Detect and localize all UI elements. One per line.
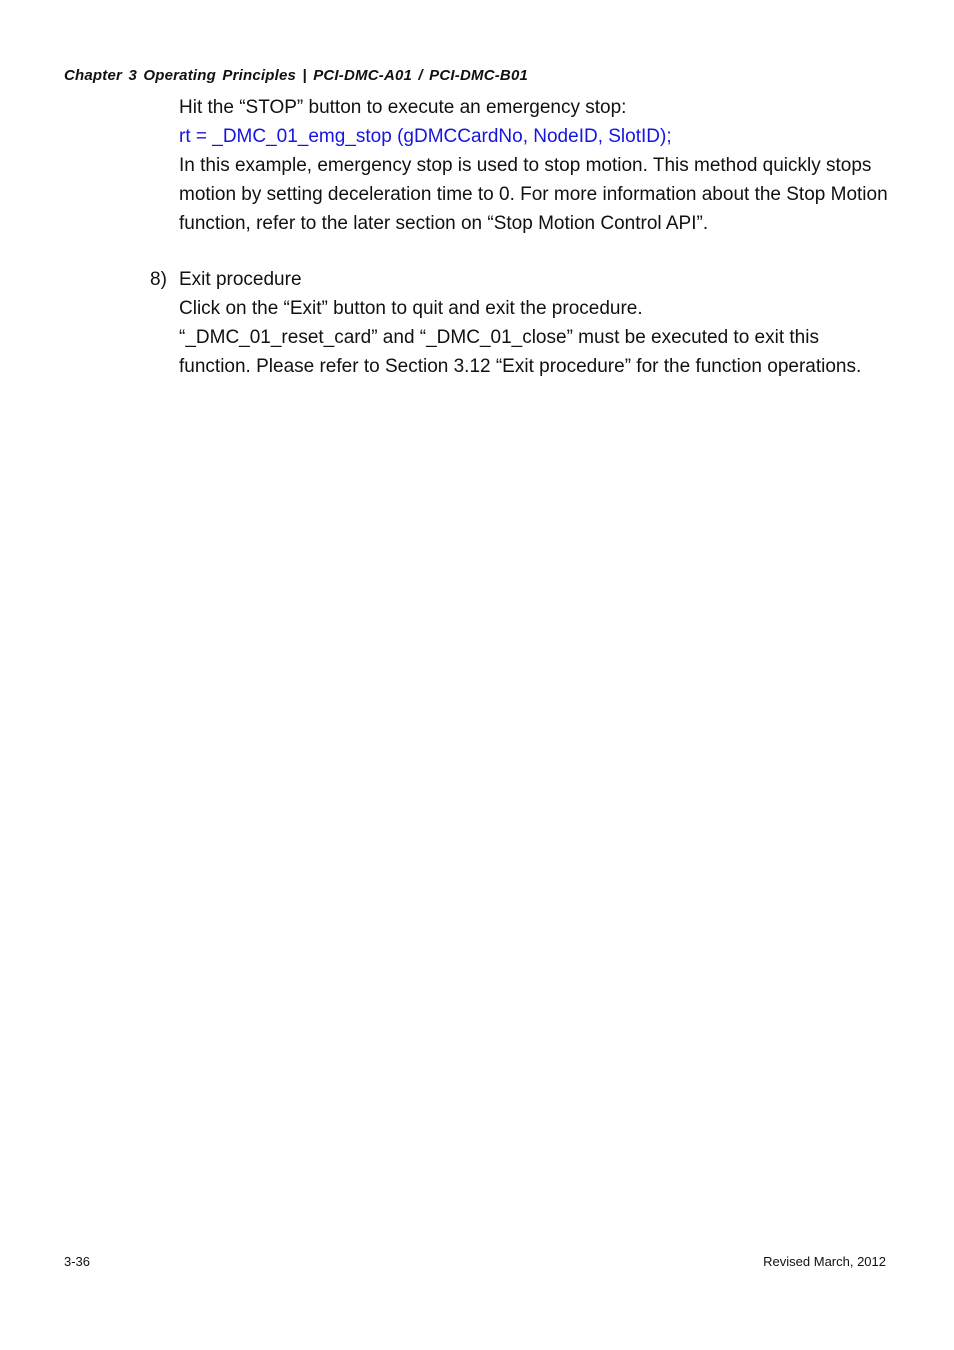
exit-line-3: function. Please refer to Section 3.12 “Exit procedure” for the function operations.: [179, 356, 862, 377]
step-8-heading: [150, 265, 899, 294]
step-8-title: Exit procedure: [179, 269, 302, 290]
revision-date: Revised March, 2012: [763, 1254, 886, 1269]
description-line-1: In this example, emergency stop is used to stop motion. This method quickly stops: [179, 155, 872, 176]
description-line-3: function, refer to the later section on “Stop Motion Control API”.: [179, 213, 709, 234]
document-body: [150, 93, 899, 381]
exit-line-1: Click on the “Exit” button to quit and exit the procedure.: [179, 298, 643, 319]
paragraph-gap: [179, 238, 899, 265]
exit-line-2: “_DMC_01_reset_card” and “_DMC_01_close” must be executed to exit this: [179, 327, 819, 348]
step-8-number: 8): [150, 269, 167, 290]
description-line-2: motion by setting deceleration time to 0. For more information about the Stop Motion: [179, 184, 888, 205]
chapter-header: Chapter 3 Operating Principles | PCI-DMC-A01 / PCI-DMC-B01: [64, 67, 529, 84]
emg-stop-code: rt = _DMC_01_emg_stop (gDMCCardNo, NodeID, SlotID);: [179, 126, 672, 147]
stop-instruction: Hit the “STOP” button to execute an emergency stop:: [179, 97, 627, 118]
page-number: 3-36: [64, 1254, 91, 1269]
